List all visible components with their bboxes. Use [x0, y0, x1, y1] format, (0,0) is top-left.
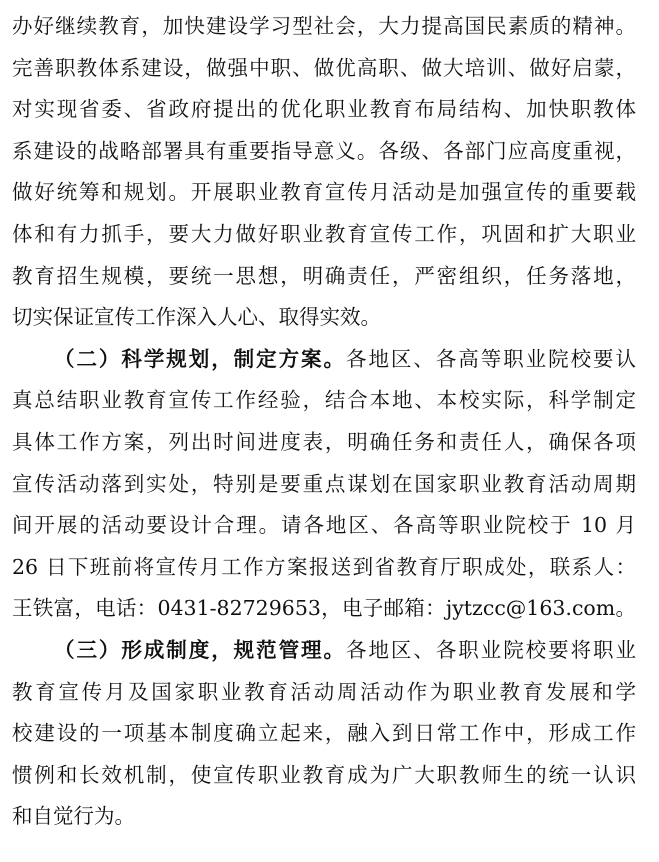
text-line: 做好统筹和规划。开展职业教育宣传月活动是加强宣传的重要载 [12, 180, 636, 205]
text-line: 真总结职业教育宣传工作经验，结合本地、本校实际，科学制定 [12, 388, 636, 413]
paragraph-section-3 [12, 630, 636, 838]
text-line: 系建设的战略部署具有重要指导意义。各级、各部门应高度重视， [12, 138, 636, 163]
text-line: 26 日下班前将宣传月工作方案报送到省教育厅职成处，联系人： [12, 554, 636, 579]
section-heading: （三）形成制度，规范管理。 [54, 637, 346, 662]
section-first-line [12, 339, 636, 381]
contact-line: 王铁富，电话：0431-82729653，电子邮箱：jytzcc@163.com。 [12, 596, 636, 621]
text-line: 体和有力抓手，要大力做好职业教育宣传工作，巩固和扩大职业 [12, 221, 636, 246]
text-fragment: 各地区、各高等职业院校要认 [345, 346, 637, 371]
text-line: 教育宣传月及国家职业教育活动周活动作为职业教育发展和学 [12, 679, 636, 704]
paragraph-section-2 [12, 339, 636, 630]
text-line: 完善职教体系建设，做强中职、做优高职、做大培训、做好启蒙， [12, 55, 636, 80]
text-line: 校建设的一项基本制度确立起来，融入到日常工作中，形成工作 [12, 721, 636, 746]
text-line: 宣传活动落到实处，特别是要重点谋划在国家职业教育活动周期 [12, 471, 636, 496]
text-fragment: 各地区、各职业院校要将职业 [345, 637, 637, 662]
text-line: 具体工作方案，列出时间进度表，明确任务和责任人，确保各项 [12, 429, 636, 454]
section-first-line [12, 630, 636, 672]
text-line: 间开展的活动要设计合理。请各地区、各高等职业院校于 10 月 [12, 513, 636, 538]
text-line: 教育招生规模，要统一思想，明确责任，严密组织，任务落地， [12, 263, 636, 288]
text-line: 办好继续教育，加快建设学习型社会，大力提高国民素质的精神。 [12, 14, 636, 38]
paragraph-continuation [12, 6, 636, 339]
text-line: 惯例和长效机制，使宣传职业教育成为广大职教师生的统一认识 [12, 762, 636, 787]
text-line: 和自觉行为。 [12, 804, 135, 829]
section-heading: （二）科学规划，制定方案。 [54, 346, 346, 371]
text-line: 对实现省委、省政府提出的优化职业教育布局结构、加快职教体 [12, 97, 636, 122]
text-line: 切实保证宣传工作深入人心、取得实效。 [12, 305, 381, 330]
